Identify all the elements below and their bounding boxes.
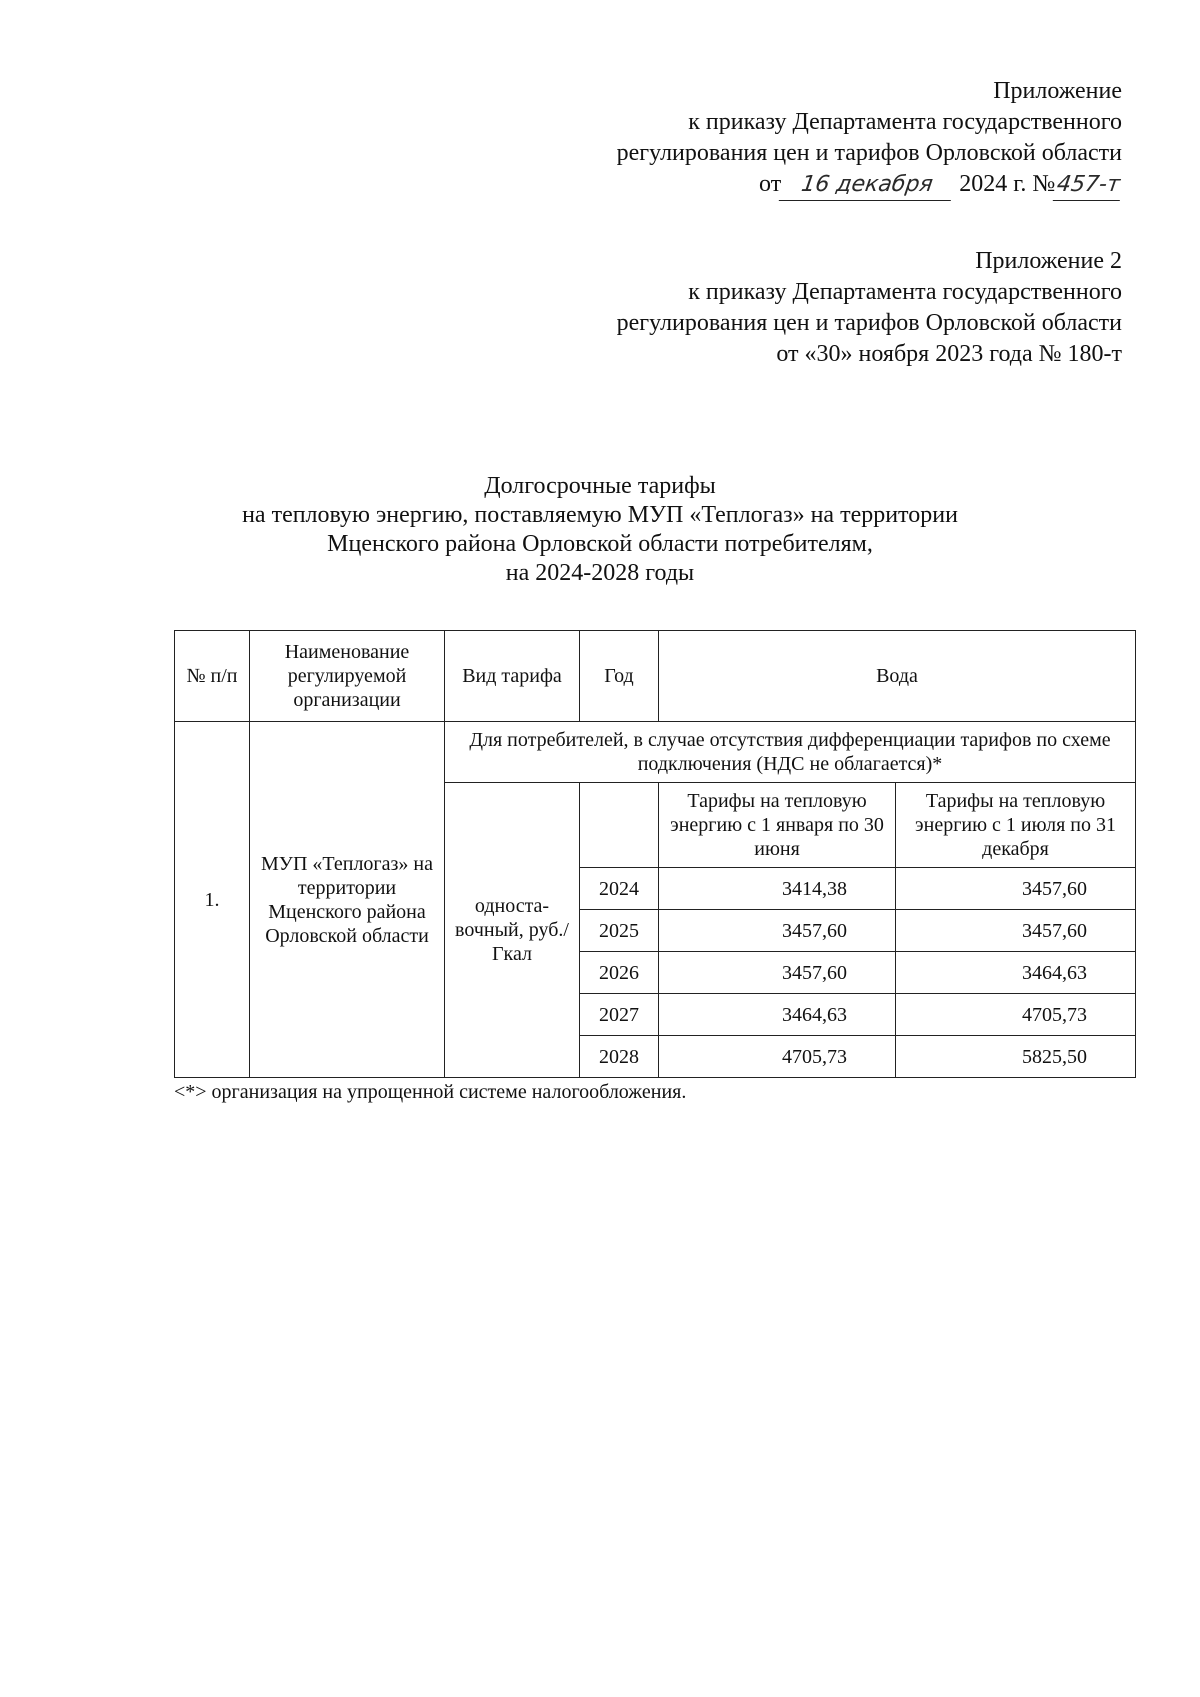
first-half-value: 3457,60 bbox=[659, 910, 896, 952]
appendix-title: Приложение bbox=[993, 78, 1122, 104]
appendix-department-line: регулирования цен и тарифов Орловской области bbox=[616, 140, 1122, 166]
second-half-value: 5825,50 bbox=[896, 1036, 1136, 1078]
title-line-1: Долгосрочные тарифы bbox=[484, 473, 716, 499]
first-half-value: 3464,63 bbox=[659, 994, 896, 1036]
appendix-original-header bbox=[617, 246, 1122, 370]
second-half-value: 3464,63 bbox=[896, 952, 1136, 994]
second-half-value: 3457,60 bbox=[896, 868, 1136, 910]
appendix-order-line: к приказу Департамента государственного bbox=[688, 109, 1122, 135]
tariff-table bbox=[174, 630, 1136, 1078]
appendix-date-line bbox=[617, 169, 1122, 201]
handwritten-date: 16 декабря bbox=[779, 169, 955, 201]
handwritten-order-number: 457-т bbox=[1053, 169, 1124, 201]
footnote: <*> организация на упрощенной системе налогообложения. bbox=[174, 1081, 687, 1103]
header-water: Вода bbox=[659, 631, 1136, 722]
appendix2-title: Приложение 2 bbox=[975, 248, 1122, 274]
second-half-value: 3457,60 bbox=[896, 910, 1136, 952]
table-header-row bbox=[175, 631, 1136, 722]
appendix-current-header bbox=[617, 76, 1122, 201]
period-first-half-header: Тарифы на тепловую энергию с 1 января по 30 июня bbox=[659, 783, 896, 868]
year-cell: 2024 bbox=[580, 868, 659, 910]
appendix2-order-line: к приказу Департамента государственного bbox=[688, 279, 1122, 305]
document-title bbox=[0, 472, 1200, 588]
row-number: 1. bbox=[175, 722, 250, 1078]
year-cell: 2027 bbox=[580, 994, 659, 1036]
consumer-note: Для потребителей, в случае отсутствия дифференциации тарифов по схеме подключения (НДС не облагается)* bbox=[445, 722, 1136, 783]
header-num: № п/п bbox=[175, 631, 250, 722]
period-second-half-header: Тарифы на тепловую энергию с 1 июля по 31 декабря bbox=[896, 783, 1136, 868]
org-name-cell: МУП «Теплогаз» на территории Мценского района Орловской области bbox=[250, 722, 445, 1078]
title-line-2: на тепловую энергию, поставляемую МУП «Теплогаз» на территории bbox=[242, 502, 958, 528]
year-cell: 2025 bbox=[580, 910, 659, 952]
header-org: Наименование регулируемой организации bbox=[250, 631, 445, 722]
empty-year-header bbox=[580, 783, 659, 868]
year-cell: 2026 bbox=[580, 952, 659, 994]
header-kind: Вид тарифа bbox=[445, 631, 580, 722]
tariff-kind-cell: односта-вочный, руб./Гкал bbox=[445, 783, 580, 1078]
first-half-value: 3414,38 bbox=[659, 868, 896, 910]
first-half-value: 4705,73 bbox=[659, 1036, 896, 1078]
title-line-4: на 2024-2028 годы bbox=[505, 560, 695, 586]
second-half-value: 4705,73 bbox=[896, 994, 1136, 1036]
header-year: Год bbox=[580, 631, 659, 722]
date-prefix: от bbox=[759, 171, 782, 197]
appendix2-department-line: регулирования цен и тарифов Орловской области bbox=[616, 310, 1122, 336]
year-cell: 2028 bbox=[580, 1036, 659, 1078]
title-line-3: Мценского района Орловской области потребителям, bbox=[327, 531, 873, 557]
appendix2-date-line: от «30» ноября 2023 года № 180-т bbox=[776, 341, 1122, 367]
year-text: 2024 г. № bbox=[959, 171, 1056, 197]
first-half-value: 3457,60 bbox=[659, 952, 896, 994]
consumer-note-row bbox=[175, 722, 1136, 783]
